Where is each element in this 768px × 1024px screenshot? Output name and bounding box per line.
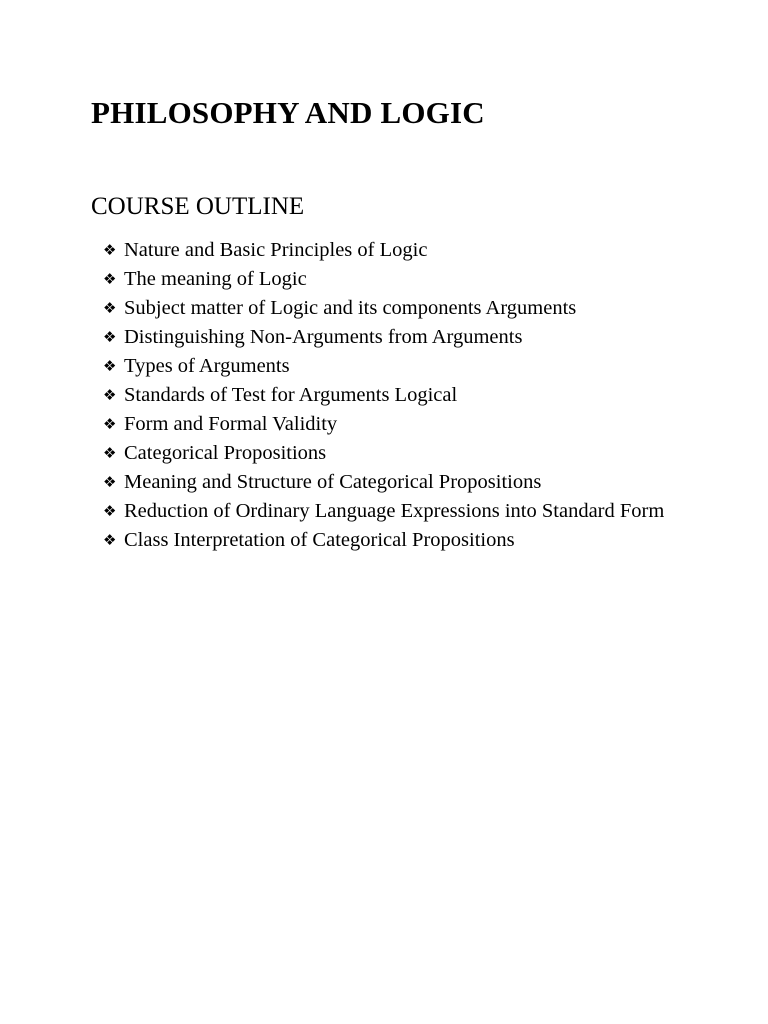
list-item-text: Standards of Test for Arguments Logical (124, 384, 458, 406)
diamond-bullet-icon: ❖ (103, 357, 117, 375)
document-title: PHILOSOPHY AND LOGIC (91, 95, 485, 130)
diamond-bullet-icon: ❖ (103, 386, 117, 404)
list-item-text: Categorical Propositions (124, 442, 327, 464)
diamond-bullet-icon: ❖ (103, 502, 117, 520)
list-item (103, 526, 683, 555)
list-item (103, 236, 683, 265)
diamond-bullet-icon: ❖ (103, 444, 117, 462)
diamond-bullet-icon: ❖ (103, 415, 117, 433)
list-item-text: Class Interpretation of Categorical Propositions (124, 529, 515, 551)
diamond-bullet-icon: ❖ (103, 473, 117, 491)
list-item-text: Distinguishing Non-Arguments from Arguments (124, 326, 523, 348)
list-item (103, 468, 683, 497)
list-item-text: Reduction of Ordinary Language Expressions into Standard Form (124, 500, 665, 522)
list-item (103, 294, 683, 323)
diamond-bullet-icon: ❖ (103, 328, 117, 346)
section-heading-course-outline: COURSE OUTLINE (91, 193, 305, 220)
list-item (103, 410, 683, 439)
list-item-text: Nature and Basic Principles of Logic (124, 239, 428, 261)
list-item (103, 265, 683, 294)
list-item (103, 352, 683, 381)
course-outline-list (103, 236, 683, 555)
list-item-text: The meaning of Logic (124, 268, 307, 290)
diamond-bullet-icon: ❖ (103, 241, 117, 259)
list-item (103, 439, 683, 468)
list-item (103, 497, 683, 526)
diamond-bullet-icon: ❖ (103, 299, 117, 317)
diamond-bullet-icon: ❖ (103, 270, 117, 288)
diamond-bullet-icon: ❖ (103, 531, 117, 549)
list-item-text: Form and Formal Validity (124, 413, 338, 435)
list-item (103, 381, 683, 410)
list-item-text: Subject matter of Logic and its components Arguments (124, 297, 577, 319)
list-item-text: Meaning and Structure of Categorical Propositions (124, 471, 542, 493)
list-item (103, 323, 683, 352)
list-item-text: Types of Arguments (124, 355, 290, 377)
